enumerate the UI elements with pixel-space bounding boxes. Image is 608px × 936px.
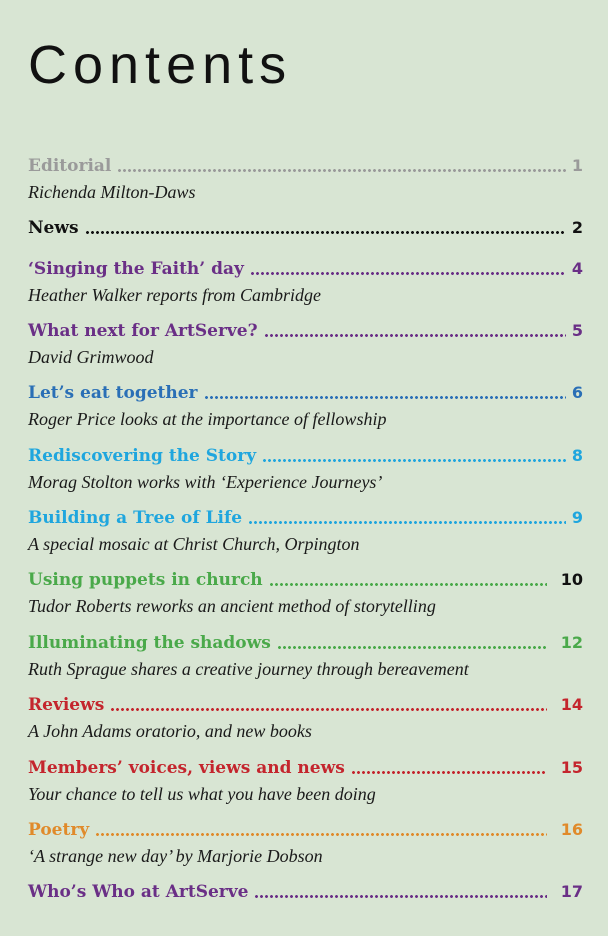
entry-subtitle: David Grimwood (28, 347, 154, 367)
entry-subtitle: Morag Stolton works with ‘Experience Journeys’ (28, 472, 383, 492)
toc-entry[interactable] (28, 218, 583, 242)
entry-page-number: 17 (560, 882, 583, 901)
entry-title: Poetry (28, 820, 90, 840)
toc-entry-row (28, 882, 583, 906)
entry-subtitle: Richenda Milton-Daws (28, 182, 196, 202)
toc-entry[interactable] (28, 156, 583, 203)
entry-title: Editorial (28, 156, 112, 176)
entry-title: ‘Singing the Faith’ day (28, 259, 244, 279)
toc-entry[interactable] (28, 321, 583, 368)
entry-subtitle: Roger Price looks at the importance of fellowship (28, 409, 387, 429)
dot-leader (254, 893, 547, 900)
dot-leader (95, 831, 547, 838)
entry-title: Who’s Who at ArtServe (28, 882, 249, 902)
entry-title: Illuminating the shadows (28, 633, 271, 653)
toc-entry-row (28, 508, 583, 532)
toc-entry[interactable] (28, 820, 583, 867)
toc-entry[interactable] (28, 508, 583, 555)
entry-subtitle: A special mosaic at Christ Church, Orpington (28, 534, 360, 554)
toc-entry-row (28, 446, 583, 470)
entry-page-number: 9 (571, 508, 583, 527)
page-title: Contents (28, 35, 293, 95)
entry-page-number: 15 (560, 758, 583, 777)
toc-entry-row (28, 695, 583, 719)
dot-leader (250, 270, 566, 277)
entry-page-number: 12 (560, 633, 583, 652)
toc-entry-row (28, 570, 583, 594)
toc-entry[interactable] (28, 383, 583, 430)
toc-entry[interactable] (28, 633, 583, 680)
entry-page-number: 10 (560, 570, 583, 589)
entry-subtitle: Your chance to tell us what you have been doing (28, 784, 376, 804)
dot-leader (277, 644, 547, 651)
entry-title: Reviews (28, 695, 105, 715)
entry-title: Rediscovering the Story (28, 446, 257, 466)
entry-title: Using puppets in church (28, 570, 263, 590)
toc-entry-row (28, 758, 583, 782)
toc-entry-row (28, 633, 583, 657)
entry-page-number: 5 (571, 321, 583, 340)
toc-entry[interactable] (28, 570, 583, 617)
dot-leader (117, 167, 565, 174)
entry-page-number: 16 (560, 820, 583, 839)
entry-title: Let’s eat together (28, 383, 198, 403)
dot-leader (264, 332, 566, 339)
dot-leader (85, 229, 566, 236)
entry-subtitle: Tudor Roberts reworks an ancient method of storytelling (28, 596, 436, 616)
toc-entry-row (28, 259, 583, 283)
dot-leader (269, 581, 547, 588)
toc-entry[interactable] (28, 758, 583, 805)
entry-page-number: 8 (571, 446, 583, 465)
entry-title: Building a Tree of Life (28, 508, 243, 528)
entry-title: What next for ArtServe? (28, 321, 258, 341)
dot-leader (204, 394, 566, 401)
entry-page-number: 1 (571, 156, 583, 175)
entry-title: News (28, 218, 79, 238)
toc-entry-row (28, 383, 583, 407)
entry-page-number: 6 (571, 383, 583, 402)
entry-subtitle: ‘A strange new day’ by Marjorie Dobson (28, 846, 323, 866)
entry-page-number: 14 (560, 695, 583, 714)
entry-subtitle: A John Adams oratorio, and new books (28, 721, 312, 741)
toc-entry[interactable] (28, 695, 583, 742)
entry-page-number: 4 (571, 259, 583, 278)
dot-leader (248, 519, 566, 526)
dot-leader (262, 457, 566, 464)
toc-entry[interactable] (28, 446, 583, 493)
dot-leader (351, 769, 547, 776)
entry-page-number: 2 (571, 218, 583, 237)
toc-entry[interactable] (28, 882, 583, 906)
toc-entry-row (28, 321, 583, 345)
dot-leader (110, 706, 547, 713)
entry-subtitle: Heather Walker reports from Cambridge (28, 285, 321, 305)
toc-entry-row (28, 218, 583, 242)
toc-entry[interactable] (28, 259, 583, 306)
toc-entry-row (28, 820, 583, 844)
entry-title: Members’ voices, views and news (28, 758, 345, 778)
entry-subtitle: Ruth Sprague shares a creative journey through bereavement (28, 659, 469, 679)
toc-entry-row (28, 156, 583, 180)
